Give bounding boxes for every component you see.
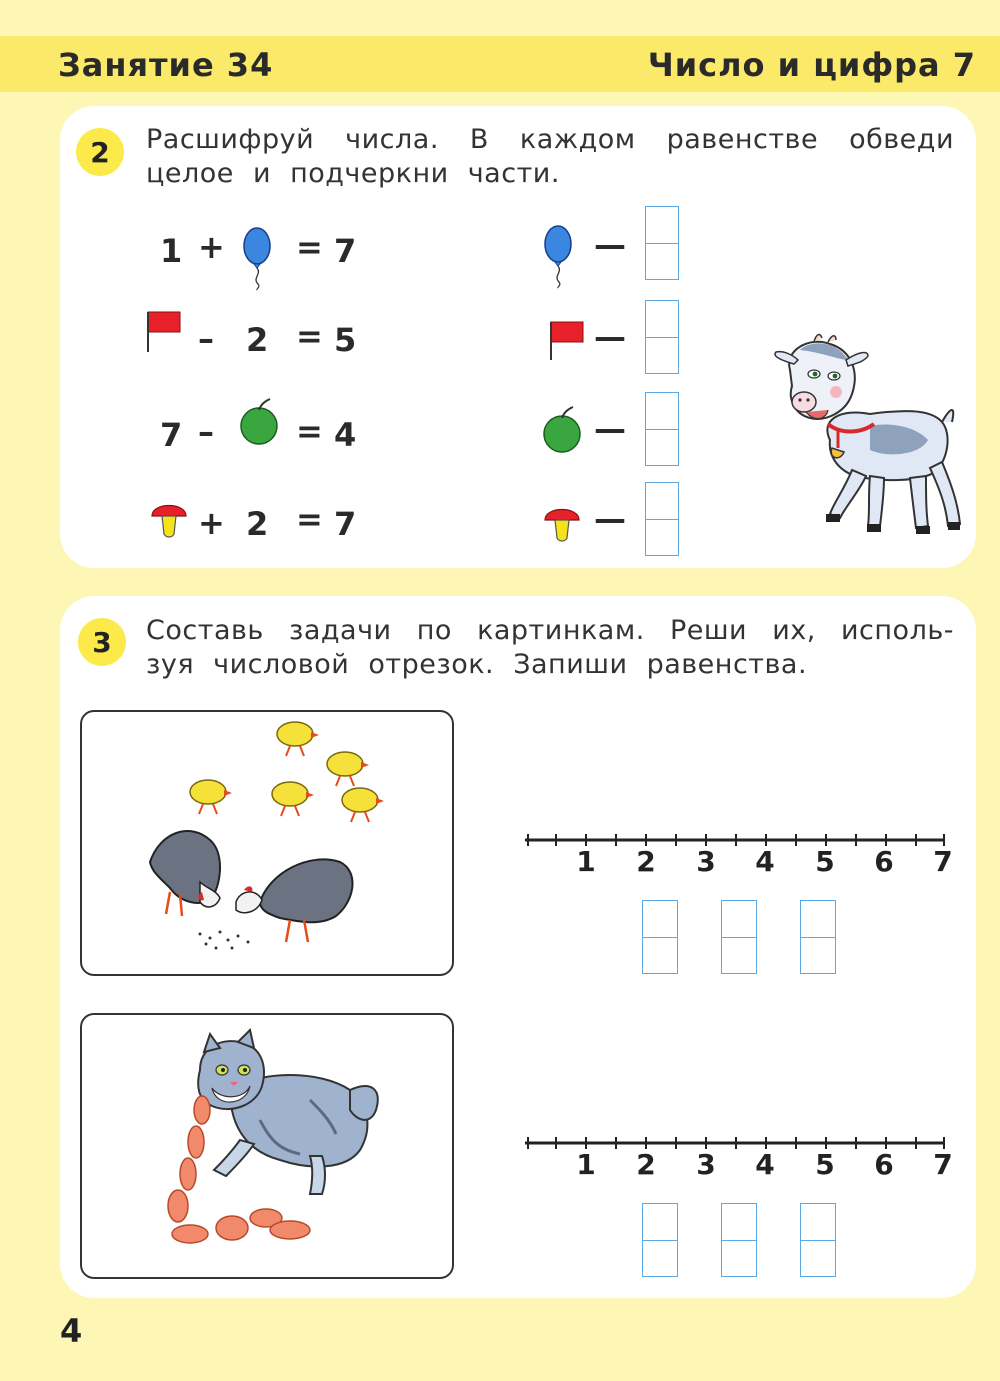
lesson-title: Занятие 34 [58, 46, 274, 84]
dash-4: — [594, 500, 626, 538]
flag-icon [549, 320, 585, 362]
eq4-operator: + [198, 504, 225, 542]
eq2-equals: = [296, 317, 323, 355]
eq2-operator: – [198, 320, 214, 358]
eq4-operand-b: 2 [246, 505, 269, 543]
number-line-2-tick-4: 4 [755, 1148, 775, 1181]
flag-icon [146, 310, 182, 352]
answer-box-2a[interactable] [642, 1203, 678, 1277]
number-line-2-tick-1: 1 [576, 1148, 596, 1181]
eq1-operand-a: 1 [160, 232, 183, 270]
balloon-icon [242, 226, 272, 290]
goat-illustration [770, 330, 960, 545]
number-line-1-tick-3: 3 [696, 845, 716, 878]
answer-box-2b[interactable] [721, 1203, 757, 1277]
balloon-icon [543, 224, 573, 288]
eq3-operator: – [198, 413, 214, 451]
eq1-result: 7 [334, 232, 357, 270]
dash-1: — [594, 226, 626, 264]
task-2-instruction: Расшифруй числа. В каждом равенстве обведи целое и подчеркни части. [146, 124, 954, 189]
answer-box-balloon[interactable] [645, 206, 679, 280]
eq4-equals: = [296, 500, 323, 538]
number-line-2-tick-2: 2 [636, 1148, 656, 1181]
task-3-instruction: Составь задачи по картинкам. Реши их, исполь-зуя числовой отрезок. Запиши равенства. [146, 615, 954, 680]
mushroom-icon [543, 502, 581, 542]
answer-box-flag[interactable] [645, 300, 679, 374]
answer-box-mushroom[interactable] [645, 482, 679, 556]
answer-box-1a[interactable] [642, 900, 678, 974]
topic-title: Число и цифра 7 [647, 46, 976, 84]
number-line-1-tick-7: 7 [933, 845, 953, 878]
number-line-2-tick-6: 6 [874, 1148, 894, 1181]
eq2-operand-b: 2 [246, 321, 269, 359]
answer-box-1c[interactable] [800, 900, 836, 974]
dash-2: — [594, 318, 626, 356]
number-line-1-tick-1: 1 [576, 845, 596, 878]
number-line-2-tick-7: 7 [933, 1148, 953, 1181]
cat-with-sausages-illustration [150, 1030, 390, 1260]
chicks-and-hens-illustration [140, 712, 400, 962]
eq4-result: 7 [334, 505, 357, 543]
number-line-1-tick-6: 6 [874, 845, 894, 878]
answer-box-1b[interactable] [721, 900, 757, 974]
page-number: 4 [60, 1312, 83, 1350]
number-line-1-tick-5: 5 [815, 845, 835, 878]
eq1-equals: = [296, 228, 323, 266]
answer-box-2c[interactable] [800, 1203, 836, 1277]
task-3-badge: 3 [78, 618, 126, 666]
number-line-1-tick-4: 4 [755, 845, 775, 878]
number-line-2-tick-3: 3 [696, 1148, 716, 1181]
dash-3: — [594, 410, 626, 448]
eq1-operator: + [198, 228, 225, 266]
number-line-1-tick-2: 2 [636, 845, 656, 878]
eq2-result: 5 [334, 321, 357, 359]
apple-icon [237, 396, 281, 446]
eq3-result: 4 [334, 416, 357, 454]
number-line-2-tick-5: 5 [815, 1148, 835, 1181]
task-2-badge: 2 [76, 128, 124, 176]
answer-box-apple[interactable] [645, 392, 679, 466]
eq3-equals: = [296, 412, 323, 450]
apple-icon [540, 404, 584, 454]
eq3-operand-a: 7 [160, 416, 183, 454]
mushroom-icon [150, 498, 188, 538]
